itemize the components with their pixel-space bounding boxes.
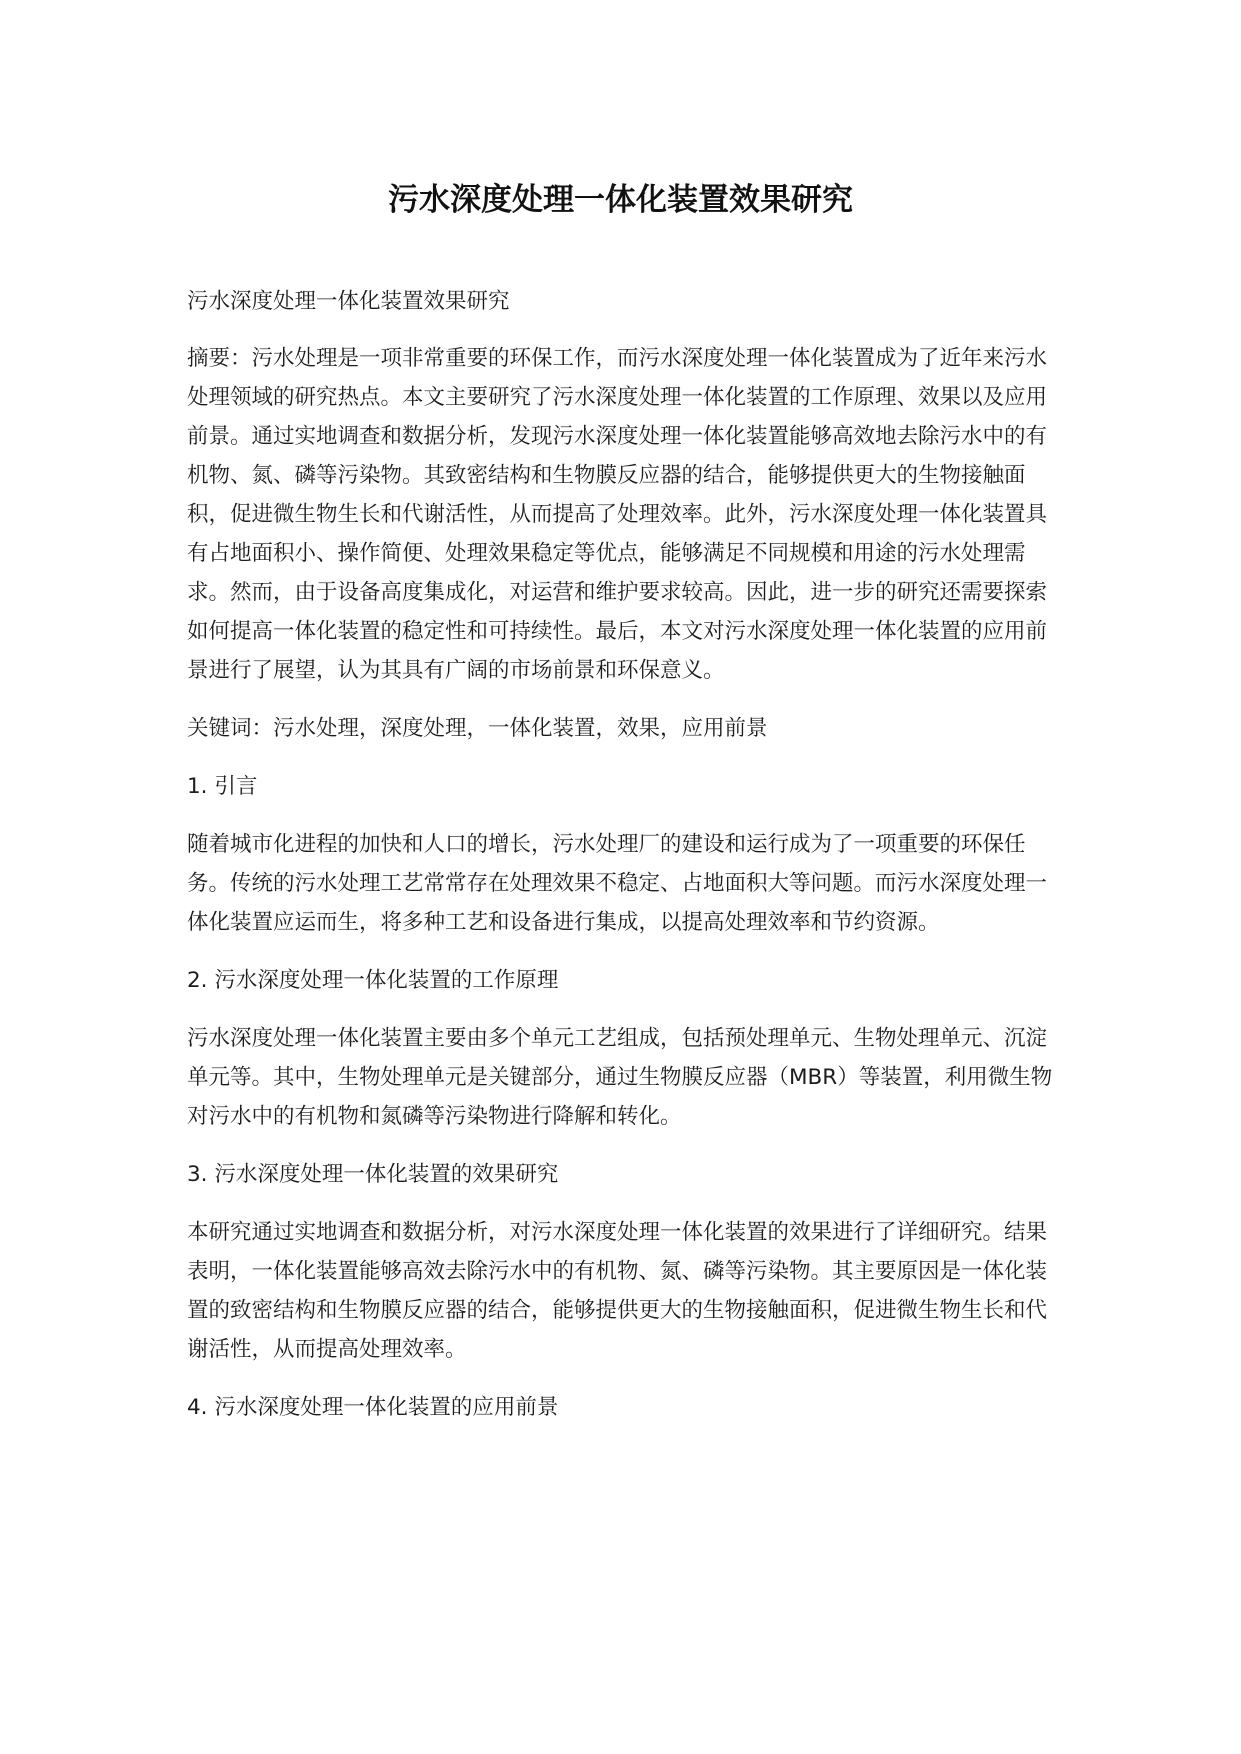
section-application-prospect xyxy=(187,1388,1067,1427)
section-heading: 2. 污水深度处理一体化装置的工作原理 xyxy=(187,968,559,993)
section-paragraph: 本研究通过实地调查和数据分析，对污水深度处理一体化装置的效果进行了详细研究。结果表明，一体化装置能够高效去除污水中的有机物、氮、磷等污染物。其主要原因是一体化装置的致密结构和生物膜反应器的结合，能够提供更大的生物接触面积，促进微生物生长和代谢活性，从而提高处理效率。 xyxy=(187,1220,1048,1362)
section-heading: 4. 污水深度处理一体化装置的应用前景 xyxy=(187,1395,559,1420)
abstract-paragraph: 摘要：污水处理是一项非常重要的环保工作，而污水深度处理一体化装置成为了近年来污水处理领域的研究热点。本文主要研究了污水深度处理一体化装置的工作原理、效果以及应用前景。通过实地调查和数据分析，发现污水深度处理一体化装置能够高效地去除污水中的有机物、氮、磷等污染物。其致密结构和生物膜反应器的结合，能够提供更大的生物接触面积，促进微生物生长和代谢活性，从而提高了处理效率。此外，污水深度处理一体化装置具有占地面积小、操作简便、处理效果稳定等优点，能够满足不同规模和用途的污水处理需求。然而，由于设备高度集成化，对运营和维护要求较高。因此，进一步的研究还需要探索如何提高一体化装置的稳定性和可持续性。最后，本文对污水深度处理一体化装置的应用前景进行了展望，认为其具有广阔的市场前景和环保意义。 xyxy=(187,346,1048,683)
section-heading: 1. 引言 xyxy=(187,774,258,799)
section-heading: 3. 污水深度处理一体化装置的效果研究 xyxy=(187,1162,559,1187)
section-paragraph: 随着城市化进程的加快和人口的增长，污水处理厂的建设和运行成为了一项重要的环保任务。传统的污水处理工艺常常存在处理效果不稳定、占地面积大等问题。而污水深度处理一体化装置应运而生，将多种工艺和设备进行集成，以提高处理效率和节约资源。 xyxy=(187,832,1048,935)
section-paragraph: 污水深度处理一体化装置主要由多个单元工艺组成，包括预处理单元、生物处理单元、沉淀单元等。其中，生物处理单元是关键部分，通过生物膜反应器（MBR）等装置，利用微生物对污水中的有机物和氮磷等污染物进行降解和转化。 xyxy=(187,1026,1053,1129)
document-body xyxy=(187,282,1067,1446)
section-introduction xyxy=(187,767,1067,942)
document-title: 污水深度处理一体化装置效果研究 xyxy=(388,182,853,218)
document-subtitle: 污水深度处理一体化装置效果研究 xyxy=(187,289,510,314)
section-working-principle xyxy=(187,961,1067,1136)
section-effect-study xyxy=(187,1155,1067,1369)
keywords-line: 关键词：污水处理，深度处理，一体化装置，效果，应用前景 xyxy=(187,716,768,741)
